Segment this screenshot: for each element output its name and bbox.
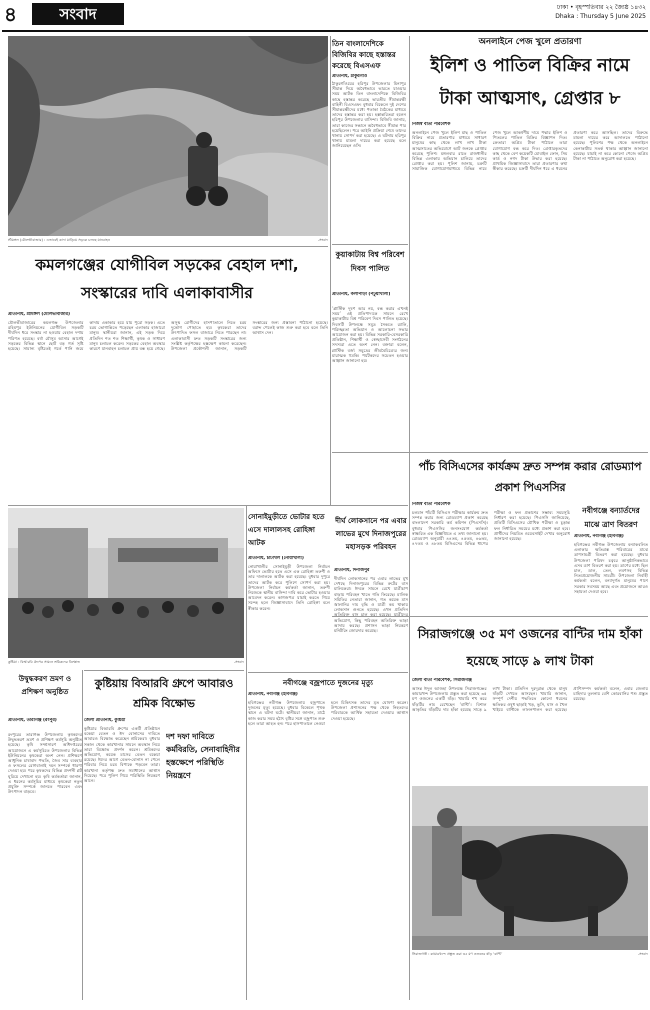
column-rule-4: [82, 670, 83, 1000]
kushtia-headline: কুষ্টিয়ায় বিআরবি গ্রুপে আবারও শ্রমিক বিক্ষোভ: [94, 677, 234, 710]
tourism-body: রংপুরের তারাগঞ্জ উপজেলায় কৃষকদের উদ্বুদ্ধকরণ ভ্রমণ ও প্রশিক্ষণ কর্মসূচি অনুষ্ঠিত হয়েছে। কৃষি সম্প্রসারণ অধিদপ্তরের আয়োজনে এ কর্মসূচিতে উপজেলার বিভিন্ন ইউনিয়নের কৃষকেরা অংশ নেন। প্রশিক্ষণে আধুনিক চাষাবাদ পদ্ধতি, জৈব সার ব্যবহার ও ফসলের রোগবালাই দমন সম্পর্কে ধারণা দেওয়া হয়। পরে কৃষকদের বিভিন্ন প্রদর্শনী প্লট ঘুরিয়ে দেখানো হয়। কৃষি কর্মকর্তারা জানান, এ ধরনের কর্মসূচির মাধ্যমে কৃষকেরা নতুন প্রযুক্তি সম্পর্কে জানতে পারবেন এবং উৎপাদন বাড়বে।: [8, 732, 82, 795]
kushtia-photo: [8, 508, 244, 658]
kushtia-body-col1: কুষ্টিয়ার বিআরবি গ্রুপের একটি প্রতিষ্ঠানে বকেয়া বেতন ও ঈদ বোনাসের দাবিতে আবারও বিক্ষোভ করেছেন শ্রমিকেরা। বুধবার সকাল থেকে কারখানার সামনে অবস্থান নিয়ে তারা বিক্ষোভ প্রদর্শন করেন। শ্রমিকদের অভিযোগ, কয়েক মাসের বেতন বকেয়া রয়েছে। ঈদের আগে বেতন-বোনাস না পেলে পরিবার নিয়ে চরম বিপাকে পড়বেন তারা। কারখানা কর্তৃপক্ষ দ্রুত সমাধানের আশ্বাস দিয়েছে। পরে পুলিশ গিয়ে পরিস্থিতি নিয়ন্ত্রণে আনে।: [84, 726, 160, 784]
masthead: [0, 0, 650, 30]
kuakata-headline: কুয়াকাটায় বিশ্ব পরিবেশ দিবস পালিত: [335, 250, 405, 273]
kamalganj-photo: [8, 36, 328, 236]
psc-body: চলমান পাঁচটি বিসিএস পরীক্ষার কার্যক্রম দ্রুত সম্পন্ন করার জন্য রোডম্যাপ প্রকাশ করেছে বাংলাদেশ সরকারি কর্ম কমিশন (পিএসসি)। বুধবার পিএসসির জনসংযোগ কর্মকর্তা স্বাক্ষরিত এক বিজ্ঞপ্তিতে এ তথ্য জানানো হয়। রোডম্যাপ অনুযায়ী ৪৪তম, ৪৫তম, ৪৬তম, ৪৭তম ও ৪৮তম বিসিএসের বিভিন্ন ধাপের পরীক্ষা ও ফল প্রকাশের সম্ভাব্য সময়সূচি নির্ধারণ করা হয়েছে। পিএসসি জানিয়েছে, প্রতিটি বিসিএসের মৌখিক পরীক্ষা ও চূড়ান্ত ফল নির্ধারিত সময়ের মধ্যে প্রকাশ করা হবে। প্রার্থীদের নিয়মিত ওয়েবসাইট দেখার অনুরোধ জানানো হয়েছে।: [412, 510, 570, 547]
kushtia-pull-quote: দশ দফা দাবিতে কর্মবিরতি, সেনাবাহিনীর হস্তক্ষেপে পরিস্থিতি নিয়ন্ত্রণে: [166, 732, 240, 780]
column-rule-2: [409, 36, 410, 1000]
kamalganj-photo-credit: -সংবাদ: [317, 238, 328, 242]
psc-headline: পাঁচ বিসিএসের কার্যক্রম দ্রুত সম্পন্ন করার রোডম্যাপ প্রকাশ পিএসসির: [418, 460, 642, 494]
nabiganj-death-headline: নবীগঞ্জে বজ্রপাতে দুজনের মৃত্যু: [283, 678, 373, 687]
kamalganj-body: মৌলভীবাজারের কমলগঞ্জ উপজেলার রহিমপুর ইউনিয়নের যোগীবিল সড়কটি দীর্ঘদিন ধরে সংস্কার না হওয়ায় বেহাল দশায় পরিণত হয়েছে। বর্ষা মৌসুম আসার আগেই সড়কের বিভিন্ন স্থানে ছোট বড় গর্ত সৃষ্টি হয়েছে। সামান্য বৃষ্টিতেই গর্তে পানি জমে কাদায় একাকার হয়ে যায় পুরো সড়ক। এতে চরম ভোগান্তিতে পড়েছেন এলাকার হাজারো মানুষ। স্থানীয়রা জানান, এই সড়ক দিয়ে প্রতিদিন শত শত শিক্ষার্থী, কৃষক ও সাধারণ মানুষ চলাচল করেন। সড়কের বেহাল অবস্থার কারণে যানবাহন চলাচল প্রায় বন্ধ হয়ে গেছে। অসুস্থ রোগীদের হাসপাতালে নিতে চরম দুর্ভোগ পোহাতে হয়। কৃষকেরা তাদের উৎপাদিত ফসল বাজারে নিতে পারছেন না। এলাকাবাসী দ্রুত সড়কটি সংস্কারের জন্য সংশ্লিষ্ট কর্তৃপক্ষের হস্তক্ষেপ কামনা করেছেন। উপজেলা প্রকৌশলী জানান, সড়কটি সংস্কারের জন্য প্রস্তাবনা পাঠানো হয়েছে। বরাদ্দ পেলেই কাজ শুরু করা হবে বলে তিনি আশ্বাস দেন।: [8, 320, 328, 352]
nabiganj-death-byline: প্রতিনিধি, নবীগঞ্জ (হবিগঞ্জ): [248, 692, 298, 697]
masthead-date-en: Dhaka : Thursday 5 June 2025: [555, 13, 646, 20]
sirajganj-body: আসন্ন ঈদুল আজহা উপলক্ষে সিরাজগঞ্জের কামারখন্দ উপজেলায় প্রস্তুত করা হয়েছে ৩৫ মণ ওজনের একটি ষাঁড়। খামারি শখ করে ষাঁড়টির নাম রেখেছেন ‘বান্টি’। বিশাল আকৃতির ষাঁড়টির দাম হাঁকা হয়েছে সাড়ে ৯ লাখ টাকা। প্রতিদিন দূরদূরান্ত থেকে মানুষ ষাঁড়টি দেখতে আসছেন। খামারি জানান, সম্পূর্ণ দেশীয় পদ্ধতিতে কোনো ধরনের ক্ষতিকর ওষুধ ছাড়াই খড়, ভুসি, ঘাস ও খৈল খাইয়ে বান্টিকে লালনপালন করা হয়েছে। প্রাণিসম্পদ কর্মকর্তা বলেন, এবার জেলায় চাহিদার তুলনায় বেশি কোরবানির পশু প্রস্তুত রয়েছে।: [412, 686, 648, 712]
psc-byline: নিজস্ব বার্তা পরিবেশক: [412, 502, 451, 507]
bgb-headline: তিন বাংলাদেশিকে বিজিবির কাছে হস্তান্তর করেছে বিএসএফ: [332, 39, 396, 70]
nabiganj-headline: নবীগঞ্জে বন্যার্তদের মাঝে ত্রাণ বিতরণ: [582, 506, 640, 529]
sirajganj-photo: [412, 786, 648, 950]
nabiganj-byline: প্রতিনিধি, নবীগঞ্জ (হবিগঞ্জ): [574, 534, 624, 539]
nabiganj-body: হবিগঞ্জের নবীগঞ্জ উপজেলায় বন্যাকবলিত এলাকার ক্ষতিগ্রস্ত পরিবারের মাঝে ত্রাণসামগ্রী বিতরণ করা হয়েছে। বুধবার উপজেলা পরিষদ চত্বরে আনুষ্ঠানিকভাবে এসব ত্রাণ বিতরণ করা হয়। ত্রাণের মধ্যে ছিল চাল, ডাল, তেল, লবণসহ বিভিন্ন নিত্যপ্রয়োজনীয় সামগ্রী। উপজেলা নির্বাহী কর্মকর্তা বলেন, বন্যাদুর্গত মানুষের পাশে সরকার সবসময় আছে এবং প্রয়োজনে আরও সহায়তা দেওয়া হবে।: [574, 542, 648, 594]
kamalganj-top-rule: [8, 246, 328, 247]
bgb-body: ঠাকুরগাঁওয়ের হরিপুর উপজেলার মিনাপুর সীমান্ত দিয়ে অবৈধভাবে ভারতে যাওয়ার সময় আটক তিন বাংলাদেশিকে বিজিবির কাছে হস্তান্তর করেছে ভারতীয় সীমান্তরক্ষী বাহিনী বিএসএফ। বুধবার বিকেলে দুই দেশের সীমান্তরক্ষীদের মধ্যে পতাকা বৈঠকের মাধ্যমে তাদের হস্তান্তর করা হয়। হস্তান্তরিতরা হলেন হরিপুর উপজেলার বাসিন্দা। বিজিবি জানায়, তারা কাজের সন্ধানে অবৈধভাবে সীমান্ত পার হয়েছিলেন। পরে আইনি প্রক্রিয়া শেষে তাদের থানায় সোপর্দ করা হয়েছে। এ ঘটনায় হরিপুর থানায় মামলা দায়ের করা হয়েছে বলে জানিয়েছেন ওসি।: [332, 81, 406, 149]
bgb-byline: প্রতিনিধি, ঠাকুরগাঁও: [332, 74, 368, 79]
longtrip-byline: প্রতিনিধি, দিনাজপুর: [334, 568, 370, 573]
tourism-headline: উদ্বুদ্ধকরণ ভ্রমণ ও প্রশিক্ষণ অনুষ্ঠিত: [18, 674, 72, 696]
kuakata-top-rule: [332, 244, 408, 245]
kushtia-top-rule: [84, 670, 244, 671]
masthead-logo: সংবাদ: [32, 3, 124, 25]
longtrip-headline: দীর্ঘ লোকসানে পর এবার লাভের মুখে দিনাজপুরের মহাসড়ক পরিবহন: [335, 516, 407, 551]
sonaimuri-headline: সোনাইমুড়ীতে ভোটার হতে এসে দালালসহ রোহিঙ্গা আটক: [248, 512, 325, 547]
nabiganj-death-top-rule: [248, 672, 408, 673]
sirajganj-headline: সিরাজগঞ্জে ৩৫ মণ ওজনের বান্টির দাম হাঁকা হয়েছে সাড়ে ৯ লাখ টাকা: [417, 626, 643, 668]
kushtia-photo-credit: -সংবাদ: [233, 660, 244, 664]
sirajganj-photo-credit: -সংবাদ: [637, 952, 648, 956]
sirajganj-photo-caption: সিরাজগঞ্জ : কামারখন্দে প্রস্তুত করা ৩৫ মণ ওজনের ষাঁড় ‘বান্টি’: [412, 952, 503, 956]
longtrip-body: দীর্ঘদিন লোকসানের পর এবার লাভের মুখ দেখছে দিনাজপুরের বিভিন্ন রুটের বাস মালিকেরা। ঈদকে সামনে রেখে যাত্রীচাপ বাড়ায় পরিবহন খাতে গতি ফিরেছে। মালিক সমিতির নেতারা জানান, গত কয়েক মাস জ্বালানির দাম বৃদ্ধি ও যাত্রী কম থাকায় লোকসান গুনতে হয়েছে। এখন প্রতিদিন অতিরিক্ত বাস চালু করা হয়েছে। যাত্রীদের অভিযোগ, কিছু পরিবহন অতিরিক্ত ভাড়া আদায় করছে। প্রশাসন ভাড়া নিয়ন্ত্রণে মনিটরিং জোরদার করেছে।: [334, 576, 408, 634]
kamalganj-photo-caption: শ্রীমঙ্গল (মৌলভীবাজার) : এভাবেই কাদা মাড়িয়ে সড়কে চলছে যানবাহন: [8, 238, 111, 242]
fraud-byline: নিজস্ব বার্তা পরিবেশক: [412, 122, 451, 127]
column-rule-3: [246, 506, 247, 1000]
kushtia-byline: জেলা প্রতিনিধি, কুষ্টিয়া: [84, 718, 126, 723]
sirajganj-top-rule: [332, 616, 648, 617]
column-rule-1: [330, 36, 331, 506]
psc-top-rule: [332, 452, 648, 453]
fraud-body: অনলাইনে পেজ খুলে ইলিশ মাছ ও পাতিল বিক্রির নামে প্রতারণার মাধ্যমে সাধারণ মানুষের কাছ থেকে লাখ লাখ টাকা আত্মসাতের অভিযোগে আট জনকে গ্রেপ্তার করেছে পুলিশ। মঙ্গলবার রাতে রাজধানীর বিভিন্ন এলাকায় অভিযান চালিয়ে তাদের গ্রেপ্তার করা হয়। পুলিশ জানায়, চক্রটি সামাজিক যোগাযোগমাধ্যমে বিভিন্ন নামে পেজ খুলে আকর্ষণীয় দামে পদ্মার ইলিশ ও পিতলের পাতিল বিক্রির বিজ্ঞাপন দিত। ক্রেতারা অগ্রিম টাকা পাঠালে তারা যোগাযোগ বন্ধ করে দিত। গ্রেপ্তারকৃতদের কাছ থেকে বেশ কয়েকটি মোবাইল ফোন, সিম কার্ড ও নগদ টাকা উদ্ধার করা হয়েছে। প্রাথমিক জিজ্ঞাসাবাদে তারা প্রতারণার কথা স্বীকার করেছে। চক্রটি দীর্ঘদিন ধরে এ ধরনের প্রতারণা করে আসছিল। তাদের বিরুদ্ধে মামলা দায়ের করে আদালতে পাঠানো হয়েছে। পুলিশের পক্ষ থেকে অনলাইনে কেনাকাটায় সতর্ক থাকার আহ্বান জানানো হয়েছে। যাচাই না করে কোনো পেজে অগ্রিম টাকা না পাঠাতে অনুরোধ করা হয়েছে।: [412, 130, 648, 172]
masthead-rule: [2, 30, 648, 32]
kuakata-body: ‘প্লাস্টিক দূষণ আর নয়, বন্ধ করার এখনই সময়’ এই প্রতিপাদ্যকে সামনে রেখে কুয়াকাটায় বিশ্ব পরিবেশ দিবস পালিত হয়েছে। দিবসটি উপলক্ষে সমুদ্র সৈকতে র‍্যালি, পরিচ্ছন্নতা অভিযান ও আলোচনা সভার আয়োজন করা হয়। বিভিন্ন সরকারি-বেসরকারি প্রতিষ্ঠান, শিক্ষার্থী ও স্বেচ্ছাসেবী সংগঠনের সদস্যরা এতে অংশ নেন। বক্তারা বলেন, প্লাস্টিক বর্জ্য সমুদ্রের জীববৈচিত্র্যের জন্য মারাত্মক হুমকি। পর্যটকদের সচেতন হওয়ার আহ্বান জানানো হয়।: [332, 306, 408, 364]
tourism-byline: প্রতিনিধি, তারাগঞ্জ (রংপুর): [8, 718, 57, 723]
masthead-date-bn: ঢাকা • বৃহস্পতিবার ২২ জ্যৈষ্ঠ ১৪৩২: [557, 4, 646, 11]
kamalganj-headline: কমলগঞ্জের যোগীবিল সড়কের বেহাল দশা, সংস্কারের দাবি এলাকাবাসীর: [35, 256, 299, 302]
kuakata-byline: প্রতিনিধি, কলাপাড়া (পটুয়াখালী): [332, 292, 391, 297]
sirajganj-byline: জেলা বার্তা পরিবেশক, সিরাজগঞ্জ: [412, 678, 472, 683]
kamalganj-byline: প্রতিনিধি, শ্রীমঙ্গল (মৌলভীবাজার): [8, 312, 70, 317]
sonaimuri-body: নোয়াখালীর সোনাইমুড়ী উপজেলা নির্বাচন অফিসে ভোটার হতে এসে এক রোহিঙ্গা তরুণী ও তার দালালকে আটক করা হয়েছে। বুধবার দুপুরে তাদের আটক করে পুলিশে সোপর্দ করা হয়। উপজেলা নির্বাচন কর্মকর্তা জানান, তরুণী নিজেকে স্থানীয় বাসিন্দা দাবি করে ভোটার হওয়ার আবেদন করেন। কাগজপত্র যাচাই করতে গিয়ে সন্দেহ হলে জিজ্ঞাসাবাদে তিনি রোহিঙ্গা বলে স্বীকার করেন।: [248, 564, 330, 611]
sonaimuri-byline: প্রতিনিধি, চাটখিল (নোয়াখালী): [248, 556, 304, 561]
page-number: ৪: [4, 2, 17, 26]
kushtia-photo-caption: কুষ্টিয়া : বিআরবি গ্রুপের সামনে শ্রমিকদের বিক্ষোভ: [8, 660, 80, 664]
fraud-headline: ইলিশ ও পাতিল বিক্রির নামে টাকা আত্মসাৎ, গ্রেপ্তার ৮: [430, 56, 630, 109]
section-rule-mid: [8, 505, 408, 506]
fraud-kicker: অনলাইনে পেজ খুলে প্রতারণা: [478, 37, 582, 47]
nabiganj-death-body: হবিগঞ্জের নবীগঞ্জ উপজেলায় বজ্রপাতে দুজনের মৃত্যু হয়েছে। বুধবার বিকেলে পৃথক স্থানে এ ঘটনা ঘটে। স্থানীয়রা জানান, মাঠে কাজ করার সময় হঠাৎ বৃষ্টির সঙ্গে বজ্রপাত শুরু হলে তারা আহত হন। পরে হাসপাতালে নেওয়া হলে চিকিৎসক তাদের মৃত ঘোষণা করেন। উপজেলা প্রশাসনের পক্ষ থেকে নিহতদের পরিবারকে আর্থিক সহায়তা দেওয়ার আশ্বাস দেওয়া হয়েছে।: [248, 700, 408, 726]
